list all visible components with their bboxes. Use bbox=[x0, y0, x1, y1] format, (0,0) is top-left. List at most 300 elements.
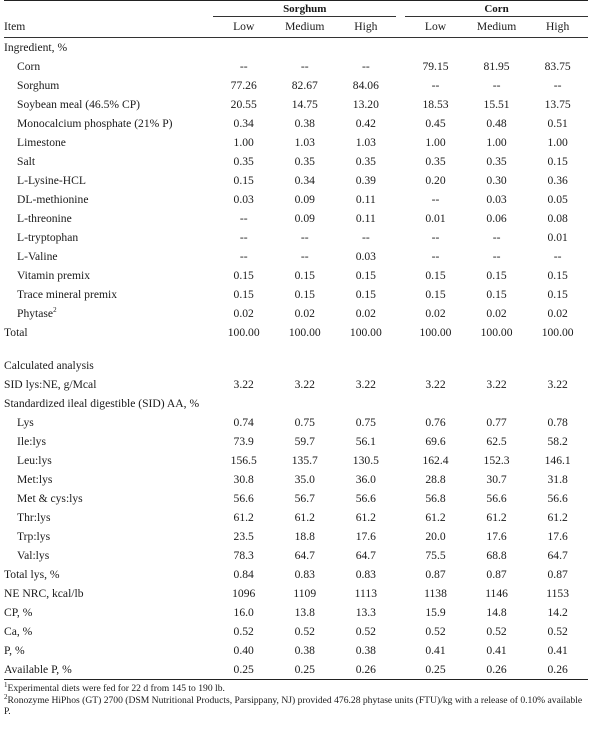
cell-value: 1113 bbox=[354, 587, 377, 600]
cell-value: 146.1 bbox=[544, 454, 571, 467]
row-label-text: L-Valine bbox=[17, 250, 58, 263]
cell-value bbox=[274, 38, 335, 58]
cell-value: 84.06 bbox=[352, 79, 379, 92]
cell-value: 0.87 bbox=[425, 568, 446, 581]
group-sorghum: Sorghum bbox=[213, 1, 396, 17]
cell-value: 0.35 bbox=[294, 155, 315, 168]
cell-value: 79.15 bbox=[422, 60, 449, 73]
cell-value: 0.84 bbox=[233, 568, 254, 581]
cell-value: 0.15 bbox=[486, 288, 507, 301]
table-row bbox=[4, 76, 588, 95]
cell-value: -- bbox=[361, 231, 370, 244]
cell-value: 30.8 bbox=[233, 473, 254, 486]
cell-value bbox=[405, 356, 466, 375]
column-gap bbox=[396, 660, 405, 680]
cell-value: 0.05 bbox=[547, 193, 568, 206]
cell-value: 0.15 bbox=[294, 269, 315, 282]
row-label-text: Total bbox=[4, 326, 28, 339]
cell-value: 0.15 bbox=[425, 288, 446, 301]
row-label bbox=[4, 508, 213, 527]
cell-value: 1.00 bbox=[547, 136, 568, 149]
row-label bbox=[4, 342, 213, 356]
cell-value: 17.6 bbox=[486, 530, 507, 543]
cell-value: 0.83 bbox=[355, 568, 376, 581]
cell-value bbox=[336, 38, 397, 58]
cell-value: 0.36 bbox=[547, 174, 568, 187]
cell-value: 0.38 bbox=[355, 644, 376, 657]
row-label bbox=[4, 622, 213, 641]
cell-value: 14.75 bbox=[291, 98, 318, 111]
column-gap bbox=[396, 285, 405, 304]
row-label-text: Salt bbox=[17, 155, 36, 168]
table-row bbox=[4, 190, 588, 209]
cell-value: 0.15 bbox=[355, 269, 376, 282]
row-label bbox=[4, 285, 213, 304]
table-row bbox=[4, 304, 588, 323]
table-row bbox=[4, 451, 588, 470]
cell-value: 100.00 bbox=[349, 326, 382, 339]
row-label-text: CP, % bbox=[4, 606, 33, 619]
footnote-text: Experimental diets were fed for 22 d from 145 to 190 lb. bbox=[7, 683, 225, 694]
column-gap bbox=[396, 508, 405, 527]
cell-value: 73.9 bbox=[233, 435, 254, 448]
cell-value: 0.52 bbox=[547, 625, 568, 638]
cell-value: 0.15 bbox=[294, 288, 315, 301]
cell-value: 0.41 bbox=[486, 644, 507, 657]
table-row bbox=[4, 285, 588, 304]
cell-value: 1153 bbox=[546, 587, 570, 600]
cell-value bbox=[336, 342, 397, 356]
cell-value bbox=[274, 342, 335, 356]
cell-value: -- bbox=[431, 193, 440, 206]
cell-value: 13.8 bbox=[294, 606, 315, 619]
row-label-text: DL-methionine bbox=[17, 193, 89, 206]
cell-value: 0.45 bbox=[425, 117, 446, 130]
cell-value bbox=[213, 394, 274, 413]
cell-value: 56.6 bbox=[355, 492, 376, 505]
table-row bbox=[4, 171, 588, 190]
cell-value: 30.7 bbox=[486, 473, 507, 486]
cell-value: 1.00 bbox=[233, 136, 254, 149]
row-label bbox=[4, 57, 213, 76]
cell-value: 156.5 bbox=[230, 454, 257, 467]
cell-value: 0.01 bbox=[547, 231, 568, 244]
cell-value: 14.2 bbox=[547, 606, 568, 619]
cell-value bbox=[405, 394, 466, 413]
cell-value bbox=[336, 394, 397, 413]
cell-value: 3.22 bbox=[294, 378, 315, 391]
cell-value: -- bbox=[239, 231, 248, 244]
column-gap bbox=[396, 565, 405, 584]
cell-value: 0.02 bbox=[547, 307, 568, 320]
row-label bbox=[4, 76, 213, 95]
cell-value: 0.15 bbox=[547, 288, 568, 301]
column-gap bbox=[396, 266, 405, 285]
cell-value: 1.03 bbox=[355, 136, 376, 149]
row-label-text: P, % bbox=[4, 644, 25, 657]
cell-value: 0.51 bbox=[547, 117, 568, 130]
header-gap bbox=[396, 17, 405, 38]
column-gap bbox=[396, 133, 405, 152]
cell-value: 1138 bbox=[424, 587, 447, 600]
table-row bbox=[4, 527, 588, 546]
row-label bbox=[4, 209, 213, 228]
row-label bbox=[4, 546, 213, 565]
cell-value: 0.20 bbox=[425, 174, 446, 187]
cell-value: 0.15 bbox=[233, 269, 254, 282]
row-label bbox=[4, 584, 213, 603]
cell-value: 3.22 bbox=[233, 378, 254, 391]
row-label-text: Thr:lys bbox=[17, 511, 51, 524]
column-gap bbox=[396, 451, 405, 470]
cell-value: 56.6 bbox=[547, 492, 568, 505]
table-row bbox=[4, 432, 588, 451]
cell-value: 0.35 bbox=[355, 155, 376, 168]
cell-value: 81.95 bbox=[483, 60, 510, 73]
cell-value: 0.39 bbox=[355, 174, 376, 187]
cell-value: 0.09 bbox=[294, 193, 315, 206]
cell-value: 68.8 bbox=[486, 549, 507, 562]
cell-value: -- bbox=[300, 60, 309, 73]
row-label bbox=[4, 565, 213, 584]
column-gap bbox=[396, 152, 405, 171]
row-label bbox=[4, 375, 213, 394]
cell-value bbox=[274, 394, 335, 413]
row-label-text: Soybean meal (46.5% CP) bbox=[17, 98, 141, 111]
cell-value: 0.75 bbox=[294, 416, 315, 429]
cell-value: 0.15 bbox=[355, 288, 376, 301]
cell-value: 20.55 bbox=[230, 98, 257, 111]
table-body bbox=[4, 1, 588, 680]
cell-value: -- bbox=[492, 231, 501, 244]
cell-value: 15.51 bbox=[483, 98, 510, 111]
table-row bbox=[4, 622, 588, 641]
cell-value: 0.52 bbox=[233, 625, 254, 638]
cell-value: 28.8 bbox=[425, 473, 446, 486]
table-row bbox=[4, 209, 588, 228]
cell-value: 0.87 bbox=[547, 568, 568, 581]
cell-value: 0.26 bbox=[336, 660, 397, 680]
cell-value: 0.15 bbox=[547, 269, 568, 282]
cell-value: -- bbox=[492, 250, 501, 263]
section-title-ingredients bbox=[4, 38, 588, 58]
row-label: Standardized ileal digestible (SID) AA, % bbox=[4, 397, 200, 410]
column-gap bbox=[396, 394, 405, 413]
cell-value: 18.53 bbox=[422, 98, 449, 111]
diet-composition-table bbox=[4, 0, 588, 680]
row-label bbox=[4, 603, 213, 622]
row-label: Ingredient, % bbox=[4, 41, 68, 54]
row-label bbox=[4, 266, 213, 285]
spacer-row bbox=[4, 342, 588, 356]
cell-value: 18.8 bbox=[294, 530, 315, 543]
cell-value: 0.87 bbox=[486, 568, 507, 581]
cell-value bbox=[466, 356, 527, 375]
cell-value: 0.03 bbox=[233, 193, 254, 206]
cell-value: 75.5 bbox=[425, 549, 446, 562]
column-gap bbox=[396, 247, 405, 266]
cell-value: 61.2 bbox=[233, 511, 254, 524]
cell-value: -- bbox=[239, 60, 248, 73]
cell-value: 56.7 bbox=[294, 492, 315, 505]
cell-value: 36.0 bbox=[355, 473, 376, 486]
cell-value: 61.2 bbox=[355, 511, 376, 524]
row-label-text: Met:lys bbox=[17, 473, 53, 486]
table-row bbox=[4, 470, 588, 489]
row-label-text: L-Lysine-HCL bbox=[17, 174, 86, 187]
column-gap bbox=[396, 209, 405, 228]
column-gap bbox=[396, 413, 405, 432]
cell-value: 100.00 bbox=[227, 326, 260, 339]
row-label bbox=[4, 190, 213, 209]
row-label bbox=[4, 323, 213, 342]
cell-value: 0.52 bbox=[486, 625, 507, 638]
row-label bbox=[4, 641, 213, 660]
cell-value: 0.38 bbox=[294, 117, 315, 130]
cell-value: 0.48 bbox=[486, 117, 507, 130]
cell-value: 0.78 bbox=[547, 416, 568, 429]
cell-value bbox=[466, 342, 527, 356]
column-gap bbox=[396, 527, 405, 546]
row-label bbox=[4, 489, 213, 508]
column-gap bbox=[396, 489, 405, 508]
table-row bbox=[4, 152, 588, 171]
cell-value: 0.42 bbox=[355, 117, 376, 130]
table-row bbox=[4, 508, 588, 527]
row-label bbox=[4, 114, 213, 133]
row-label bbox=[4, 451, 213, 470]
cell-value: 0.34 bbox=[233, 117, 254, 130]
table-row bbox=[4, 413, 588, 432]
row-label-text: Lys bbox=[17, 416, 34, 429]
row-label bbox=[4, 660, 213, 680]
cell-value: 82.67 bbox=[291, 79, 318, 92]
cell-value: 0.02 bbox=[294, 307, 315, 320]
cell-value: 0.15 bbox=[547, 155, 568, 168]
cell-value bbox=[213, 356, 274, 375]
cell-value: 3.22 bbox=[355, 378, 376, 391]
cell-value: 135.7 bbox=[291, 454, 318, 467]
column-gap bbox=[396, 38, 405, 58]
row-label bbox=[4, 133, 213, 152]
row-label-text: Ile:lys bbox=[17, 435, 46, 448]
row-label-text: Ca, % bbox=[4, 625, 33, 638]
cell-value: 64.7 bbox=[355, 549, 376, 562]
cell-value: -- bbox=[431, 250, 440, 263]
cell-value: 0.25 bbox=[405, 660, 466, 680]
row-label bbox=[4, 171, 213, 190]
cell-value: 15.9 bbox=[425, 606, 446, 619]
cell-value: 0.15 bbox=[425, 269, 446, 282]
cell-value: 0.35 bbox=[425, 155, 446, 168]
cell-value: 0.01 bbox=[425, 212, 446, 225]
cell-value: 56.6 bbox=[233, 492, 254, 505]
cell-value bbox=[336, 356, 397, 375]
cell-value: 0.35 bbox=[233, 155, 254, 168]
row-label-text: Vitamin premix bbox=[17, 269, 91, 282]
table-row bbox=[4, 133, 588, 152]
header-sorghum-medium: Medium bbox=[274, 17, 335, 38]
cell-value: 61.2 bbox=[425, 511, 446, 524]
cell-value bbox=[213, 38, 274, 58]
cell-value: 17.6 bbox=[547, 530, 568, 543]
column-gap bbox=[396, 171, 405, 190]
row-label bbox=[4, 304, 213, 323]
header-item: Item bbox=[4, 17, 213, 38]
cell-value: 1.03 bbox=[294, 136, 315, 149]
row-label-text: Leu:lys bbox=[17, 454, 52, 467]
cell-value: 100.00 bbox=[541, 326, 574, 339]
column-gap bbox=[396, 622, 405, 641]
cell-value: 0.25 bbox=[274, 660, 335, 680]
column-gap bbox=[396, 57, 405, 76]
column-gap bbox=[396, 76, 405, 95]
table-row bbox=[4, 584, 588, 603]
column-gap bbox=[396, 304, 405, 323]
column-gap bbox=[396, 432, 405, 451]
row-label bbox=[4, 432, 213, 451]
cell-value: 56.1 bbox=[355, 435, 376, 448]
table-row bbox=[4, 95, 588, 114]
cell-value: 0.15 bbox=[233, 288, 254, 301]
cell-value: 0.11 bbox=[355, 212, 376, 225]
cell-value: 0.35 bbox=[486, 155, 507, 168]
table-row bbox=[4, 247, 588, 266]
column-gap bbox=[396, 584, 405, 603]
cell-value: 61.2 bbox=[294, 511, 315, 524]
row-label-text: Limestone bbox=[17, 136, 66, 149]
column-gap bbox=[396, 546, 405, 565]
cell-value bbox=[527, 38, 588, 58]
row-label bbox=[4, 247, 213, 266]
cell-value: 3.22 bbox=[547, 378, 568, 391]
footnote-mark: 2 bbox=[4, 692, 8, 701]
cell-value bbox=[213, 342, 274, 356]
cell-value: 0.26 bbox=[527, 660, 588, 680]
table-row bbox=[4, 565, 588, 584]
cell-value: -- bbox=[239, 212, 248, 225]
header-corn-high: High bbox=[527, 17, 588, 38]
cell-value: 61.2 bbox=[547, 511, 568, 524]
column-gap bbox=[396, 470, 405, 489]
cell-value: 17.6 bbox=[355, 530, 376, 543]
row-label-text: Available P, % bbox=[4, 663, 72, 676]
row-label bbox=[4, 95, 213, 114]
table-row bbox=[4, 641, 588, 660]
cell-value: 0.83 bbox=[294, 568, 315, 581]
header-corn-low: Low bbox=[405, 17, 466, 38]
cell-value: 0.52 bbox=[294, 625, 315, 638]
cell-value: 58.2 bbox=[547, 435, 568, 448]
row-label-text: L-tryptophan bbox=[17, 231, 79, 244]
cell-value: -- bbox=[553, 250, 562, 263]
row-label bbox=[4, 413, 213, 432]
footnote-text: Ronozyme HiPhos (GT) 2700 (DSM Nutritional Products, Parsippany, NJ) provided 476.28 phytase units (FTU)/kg with a release of 0.10% available P. bbox=[4, 695, 583, 717]
cell-value: 13.20 bbox=[352, 98, 379, 111]
group-gap bbox=[396, 1, 405, 17]
cell-value: 16.0 bbox=[233, 606, 254, 619]
cell-value: 0.08 bbox=[547, 212, 568, 225]
cell-value: 69.6 bbox=[425, 435, 446, 448]
cell-value: 3.22 bbox=[425, 378, 446, 391]
cell-value: 83.75 bbox=[544, 60, 571, 73]
cell-value: 162.4 bbox=[422, 454, 449, 467]
cell-value: 0.06 bbox=[486, 212, 507, 225]
cell-value: 0.03 bbox=[355, 250, 376, 263]
cell-value: 130.5 bbox=[352, 454, 379, 467]
cell-value: 100.00 bbox=[288, 326, 321, 339]
cell-value: 1146 bbox=[485, 587, 508, 600]
cell-value: 0.02 bbox=[355, 307, 376, 320]
cell-value: 0.52 bbox=[425, 625, 446, 638]
row-label: Calculated analysis bbox=[4, 359, 94, 372]
cell-value: 62.5 bbox=[486, 435, 507, 448]
cell-value: 3.22 bbox=[486, 378, 507, 391]
group-header-spacer bbox=[4, 1, 213, 17]
cell-value: 0.41 bbox=[425, 644, 446, 657]
cell-value: 100.00 bbox=[419, 326, 452, 339]
cell-value: 61.2 bbox=[486, 511, 507, 524]
cell-value: 13.3 bbox=[355, 606, 376, 619]
cell-value: 0.15 bbox=[233, 174, 254, 187]
cell-value bbox=[405, 38, 466, 58]
cell-value bbox=[466, 394, 527, 413]
cell-value: 0.75 bbox=[355, 416, 376, 429]
row-label bbox=[4, 470, 213, 489]
cell-value: 0.40 bbox=[233, 644, 254, 657]
column-gap bbox=[396, 375, 405, 394]
table-row bbox=[4, 660, 588, 680]
cell-value: 0.02 bbox=[486, 307, 507, 320]
footnote-mark: 1 bbox=[4, 680, 8, 689]
footnote-ref: 2 bbox=[53, 306, 57, 315]
column-gap bbox=[396, 323, 405, 342]
row-label-text: SID lys:NE, g/Mcal bbox=[4, 378, 97, 391]
footnotes bbox=[4, 680, 588, 717]
footnote-1 bbox=[4, 680, 588, 694]
row-label-text: Val:lys bbox=[17, 549, 50, 562]
cell-value: 0.76 bbox=[425, 416, 446, 429]
cell-value: 0.38 bbox=[294, 644, 315, 657]
cell-value: 0.34 bbox=[294, 174, 315, 187]
table-row bbox=[4, 228, 588, 247]
cell-value: 0.26 bbox=[466, 660, 527, 680]
cell-value bbox=[527, 356, 588, 375]
column-gap bbox=[396, 603, 405, 622]
cell-value: 0.52 bbox=[355, 625, 376, 638]
cell-value: 64.7 bbox=[294, 549, 315, 562]
header-sorghum-low: Low bbox=[213, 17, 274, 38]
cell-value: 0.02 bbox=[425, 307, 446, 320]
column-gap bbox=[396, 95, 405, 114]
row-label-text: NE NRC, kcal/lb bbox=[4, 587, 84, 600]
column-gap bbox=[396, 114, 405, 133]
cell-value bbox=[527, 394, 588, 413]
cell-value: 1.00 bbox=[486, 136, 507, 149]
table-row bbox=[4, 603, 588, 622]
cell-value: 13.75 bbox=[544, 98, 571, 111]
row-label-text: Met & cys:lys bbox=[17, 492, 83, 505]
row-label-text: Monocalcium phosphate (21% P) bbox=[17, 117, 173, 130]
column-gap bbox=[396, 356, 405, 375]
column-gap bbox=[396, 342, 405, 356]
cell-value: 0.09 bbox=[294, 212, 315, 225]
row-label-text: Trp:lys bbox=[17, 530, 51, 543]
cell-value: 0.02 bbox=[233, 307, 254, 320]
cell-value: 59.7 bbox=[294, 435, 315, 448]
row-label-text: Sorghum bbox=[17, 79, 60, 92]
cell-value: 0.03 bbox=[486, 193, 507, 206]
